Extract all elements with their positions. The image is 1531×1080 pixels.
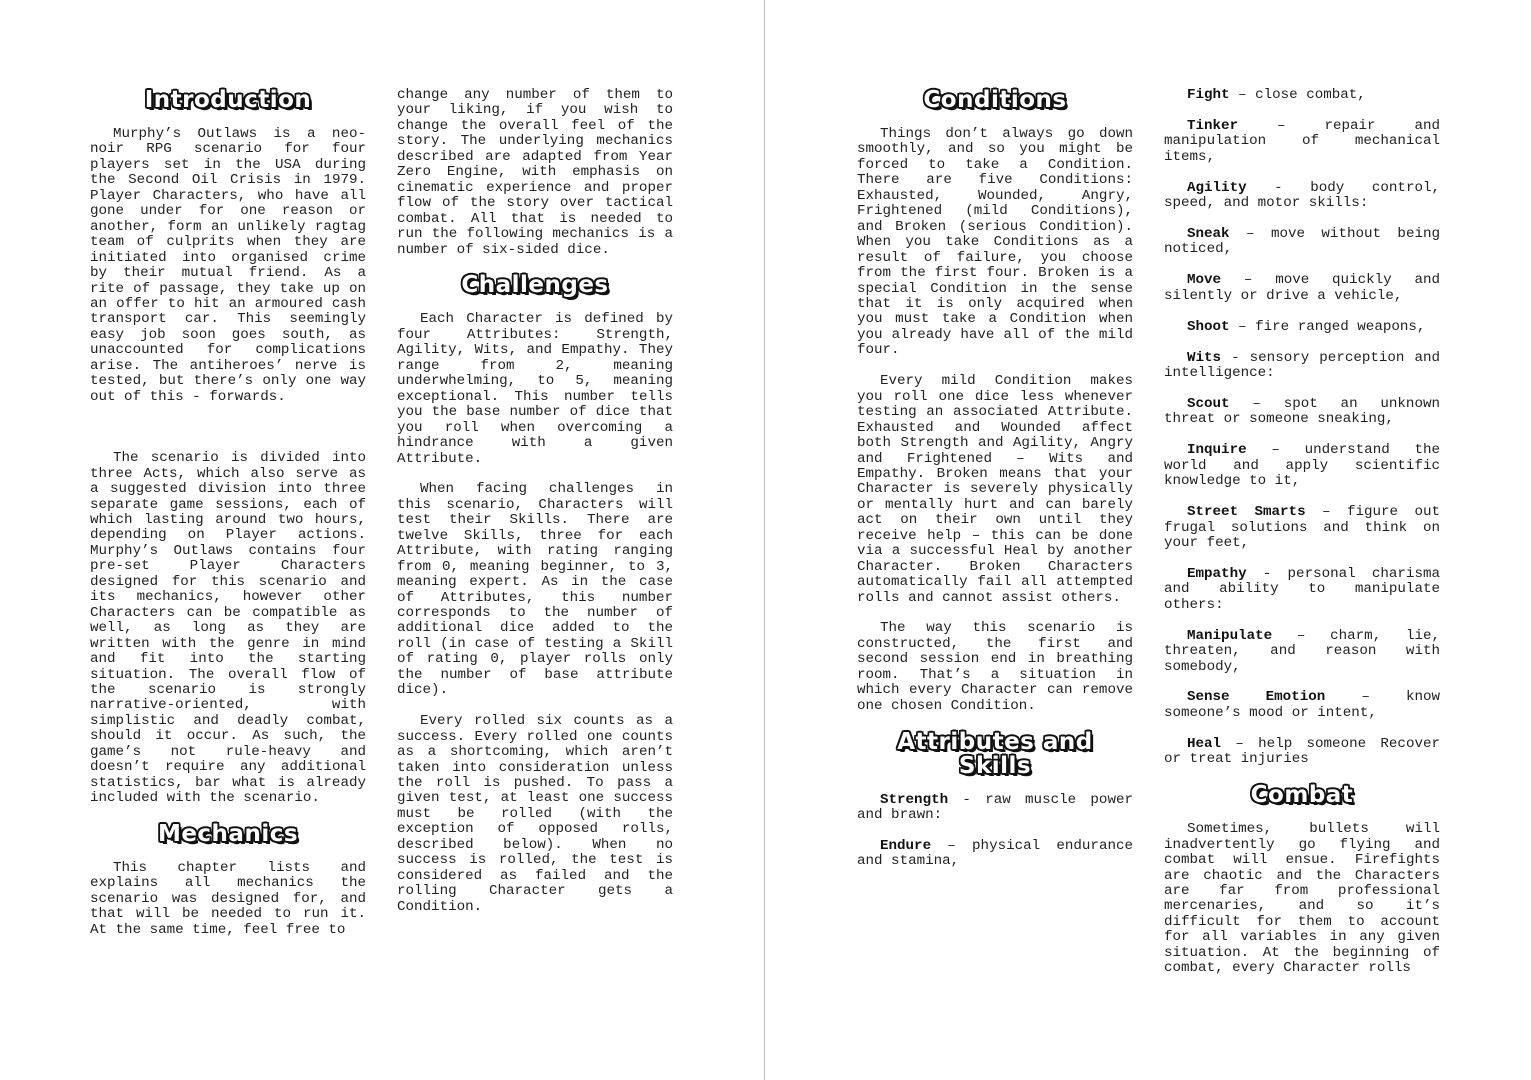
skill-entry	[1164, 320, 1440, 335]
skill-separator: –	[1246, 442, 1305, 459]
skill-description: know someone’s mood or intent,	[1164, 689, 1440, 721]
skill-separator: -	[948, 791, 986, 808]
skills-list-part-2	[1164, 88, 1440, 768]
skill-entry	[1164, 505, 1440, 551]
skill-description: close combat,	[1255, 87, 1366, 103]
skill-name: Tinker	[1187, 117, 1239, 134]
skill-entry	[857, 839, 1133, 870]
skill-separator: –	[1238, 117, 1325, 134]
skill-name: Shoot	[1187, 318, 1230, 335]
skill-separator: –	[1272, 627, 1331, 644]
skill-name: Heal	[1187, 735, 1222, 752]
skill-name: Empathy	[1187, 565, 1247, 582]
skill-entry	[1164, 567, 1440, 613]
skill-description: spot an unknown threat or someone sneaking,	[1164, 395, 1440, 428]
mechanics-paragraph-1-continued: change any number of them to your liking, if you wish to change the overall feel of the story. The underlying mechanics described are adapted from Year Zero Engine, with emphasis on cinematic experience and proper flow of the story over tactical combat. All that is needed to run the following mechanics is a number of six-sided dice.	[397, 87, 673, 258]
column-3	[857, 88, 1133, 885]
skill-description: sensory perception and intelligence:	[1164, 349, 1441, 382]
skill-name: Inquire	[1187, 442, 1247, 459]
heading-attributes-and-skills: Attributes and Skills	[897, 728, 1093, 779]
skill-name: Wits	[1187, 349, 1222, 366]
skill-entry	[1164, 88, 1440, 103]
skills-list-part-1	[857, 793, 1133, 870]
skill-name: Strength	[880, 791, 949, 808]
skill-description: understand the world and apply scientific knowledge to it,	[1164, 442, 1440, 490]
skill-description: move without being noticed,	[1164, 226, 1440, 258]
skill-separator: –	[1229, 87, 1256, 103]
heading-challenges: Challenges	[461, 272, 609, 299]
skill-name: Sense Emotion	[1187, 689, 1326, 706]
skill-entry	[1164, 690, 1440, 721]
combat-paragraph-1: Sometimes, bullets will inadvertently go flying and combat will ensue. Firefights are chaotic and the Characters are far from professional mercenaries, and so it’s difficult for them to account for all variables in any given situation. At the beginning of combat, every Character rolls	[1164, 821, 1440, 977]
conditions-paragraph-1: Things don’t always go down smoothly, and so you might be forced to take a Condition. There are five Conditions: Exhausted, Wounded, Angry, Frightened (mild Conditions), and Broken (serious Condition). When you take Conditions as a result of failure, you choose from the first four. Broken is a special Condition in the sense that it is only acquired when you must take a Condition when you already have all of the mild four.	[857, 126, 1133, 359]
introduction-paragraph-2: The scenario is divided into three Acts, which also serve as a suggested division into three separate game sessions, each of which lasting around two hours, depending on Player actions. Murphy’s Outlaws contains four pre-set Player Characters designed for this scenario and its mechanics, however other Characters can be compatible as well, as long as they are written with the genre in mind and fit into the starting situation. The overall flow of the scenario is strongly narrative-oriented, with simplistic and deadly combat, should it occur. As such, the game’s not rule-heavy and doesn’t require any additional statistics, bar what is already included with the scenario.	[90, 450, 366, 807]
skill-separator: -	[1246, 565, 1288, 582]
skill-entry	[1164, 737, 1440, 768]
page-divider	[764, 0, 765, 1080]
skill-entry	[1164, 227, 1440, 258]
skill-description: personal charisma and ability to manipulate others:	[1164, 565, 1440, 613]
skill-description: repair and manipulation of mechanical items,	[1164, 117, 1440, 165]
column-2	[397, 88, 673, 931]
heading-mechanics: Mechanics	[157, 821, 299, 848]
skill-separator: –	[1305, 504, 1347, 521]
skill-separator: –	[1229, 226, 1271, 243]
challenges-paragraph-1: Each Character is defined by four Attributes: Strength, Agility, Wits, and Empathy. They range from 2, meaning underwhelming, to 5, meaning exceptional. This number tells you the base number of dice that you roll when overcoming a hindrance with a given Attribute.	[397, 311, 673, 467]
skill-description: body control, speed, and motor skills:	[1164, 179, 1440, 212]
skill-separator: –	[931, 837, 973, 854]
skill-name: Street Smarts	[1187, 504, 1306, 521]
introduction-paragraph-1: Murphy’s Outlaws is a neo-noir RPG scenario for four players set in the USA during the Second Oil Crisis in 1979. Player Characters, who have all gone under for one reason or another, form an unlikely ragtag team of culprits when they are initiated into organised crime by their mutual friend. As a rite of passage, they take up on an offer to hit an armoured cash transport car. This seemingly easy job soon goes south, as unaccounted for complications arise. The antiheroes’ nerve is tested, but there’s only one way out of this - forwards.	[90, 126, 366, 405]
conditions-paragraph-3: The way this scenario is constructed, the first and second session end in breathing room. That’s a situation in which every Character can remove one chosen Condition.	[857, 620, 1133, 714]
challenges-paragraph-2: When facing challenges in this scenario, Characters will test their Skills. There are twelve Skills, three for each Attribute, with rating ranging from 0, meaning beginner, to 3, meaning expert. As in the case of Attributes, this number corresponds to the number of additional dice added to the roll (in case of testing a Skill of rating 0, player rolls only the number of base attribute dice).	[397, 481, 673, 699]
skill-separator: –	[1229, 395, 1284, 412]
skill-name: Move	[1187, 272, 1222, 289]
skill-entry	[857, 793, 1133, 824]
column-4	[1164, 88, 1440, 992]
skill-description: raw muscle power and brawn:	[857, 791, 1133, 824]
skill-name: Endure	[880, 837, 932, 854]
skill-entry	[1164, 119, 1440, 165]
skill-entry	[1164, 443, 1440, 489]
skill-name: Fight	[1187, 87, 1230, 103]
skill-description: help someone Recover or treat injuries	[1164, 735, 1441, 768]
skill-name: Sneak	[1187, 226, 1230, 243]
heading-conditions: Conditions	[923, 87, 1067, 113]
skill-description: charm, lie, threaten, and reason with somebody,	[1164, 627, 1440, 675]
heading-combat: Combat	[1250, 782, 1354, 809]
skill-separator: –	[1229, 318, 1256, 335]
skill-name: Scout	[1187, 395, 1230, 412]
column-1	[90, 88, 366, 954]
skill-name: Manipulate	[1187, 627, 1273, 644]
skill-entry	[1164, 397, 1440, 428]
skill-separator: –	[1221, 272, 1276, 289]
conditions-paragraph-2: Every mild Condition makes you roll one dice less whenever testing an associated Attribute. Exhausted and Wounded affect both Strength and Agility, Angry and Frightened – Wits and Empathy. Broken means that your Character is severely physically or mentally hurt and can barely act on their own until they receive help – this can be done via a successful Heal by another Character. Broken Characters automatically fail all attempted rolls and cannot assist others.	[857, 373, 1133, 606]
skill-separator: –	[1221, 735, 1259, 752]
challenges-paragraph-3: Every rolled six counts as a success. Every rolled one counts as a shortcoming, which aren’t taken into consideration unless the roll is pushed. To pass a given test, at least one success must be rolled (with the exception of opposed rolls, described below). When no success is rolled, the test is considered as failed and the rolling Character gets a Condition.	[397, 713, 673, 915]
skill-entry	[1164, 351, 1440, 382]
heading-introduction: Introduction	[144, 87, 312, 113]
skill-separator: -	[1246, 179, 1311, 196]
skill-entry	[1164, 629, 1440, 675]
skill-separator: -	[1221, 349, 1250, 366]
skill-description: figure out frugal solutions and think on your feet,	[1164, 504, 1440, 551]
skill-description: move quickly and silently or drive a vehicle,	[1164, 272, 1440, 304]
skill-description: physical endurance and stamina,	[857, 837, 1133, 870]
skill-name: Agility	[1187, 179, 1247, 196]
skill-description: fire ranged weapons,	[1255, 318, 1426, 335]
skill-separator: –	[1325, 689, 1406, 706]
skill-entry	[1164, 181, 1440, 212]
skill-entry	[1164, 273, 1440, 304]
mechanics-paragraph-1: This chapter lists and explains all mechanics the scenario was designed for, and that will be needed to run it. At the same time, feel free to	[90, 860, 366, 938]
